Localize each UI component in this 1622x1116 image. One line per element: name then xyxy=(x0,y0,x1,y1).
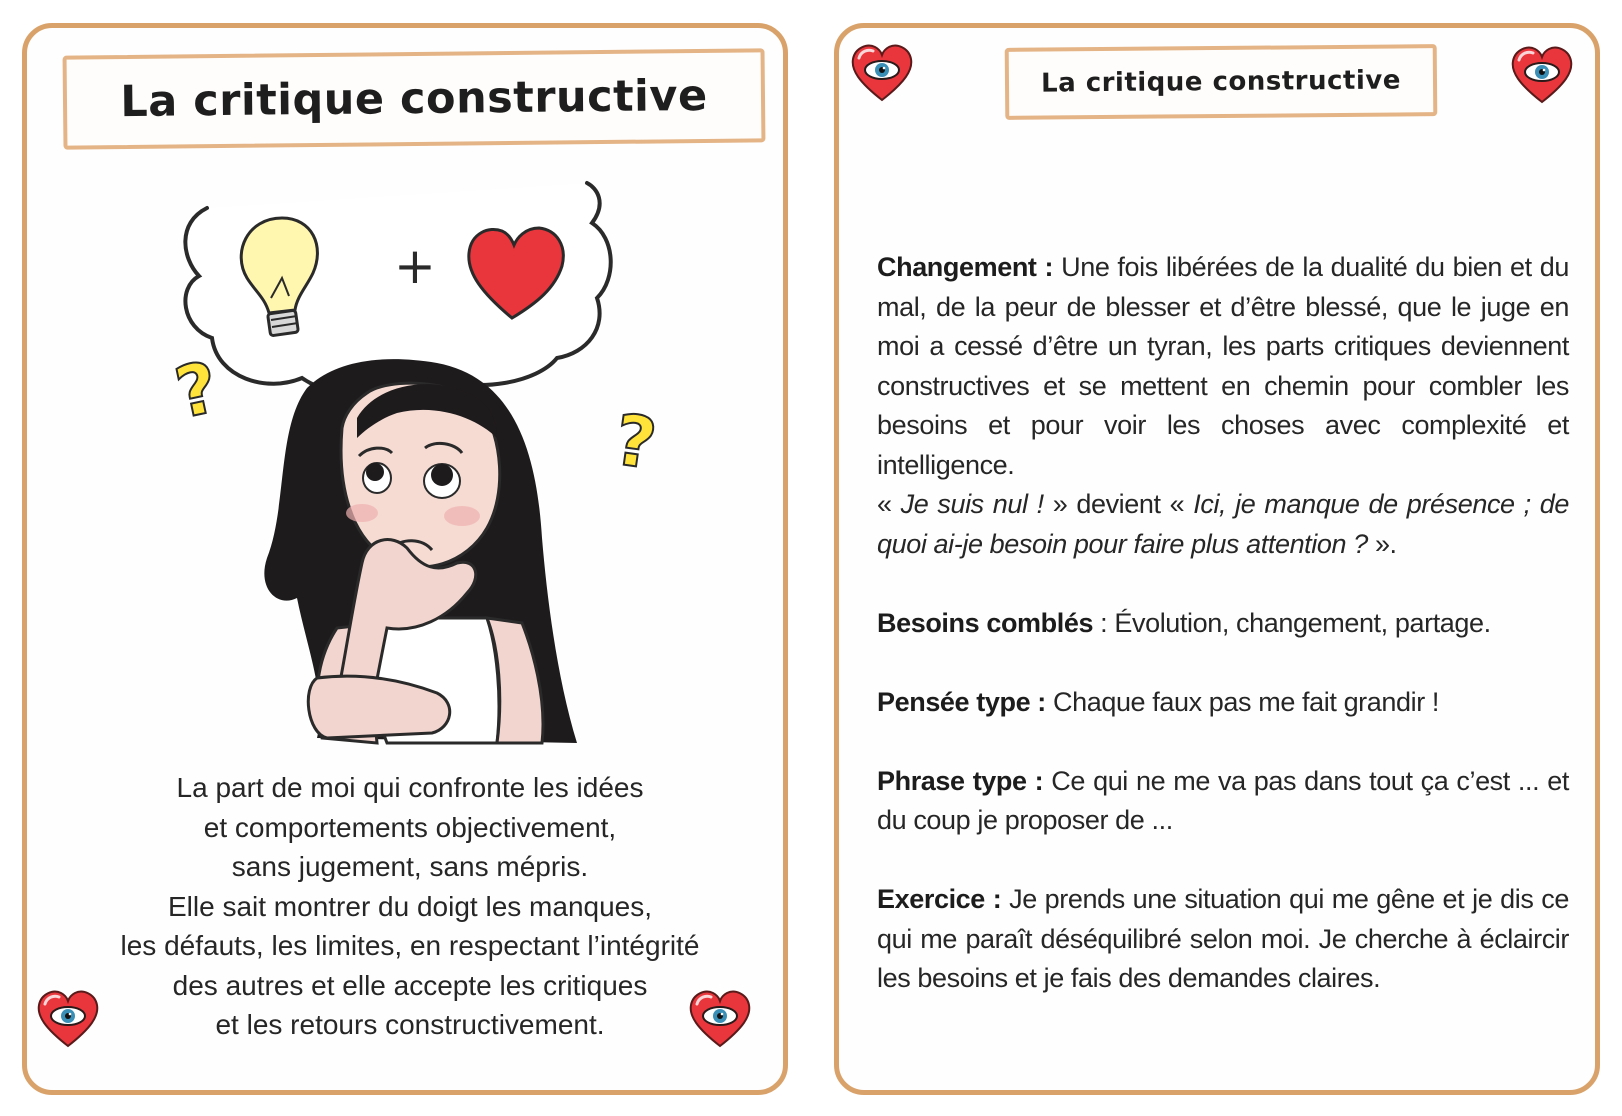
card-title: La critique constructive xyxy=(1040,65,1402,99)
description-line: sans jugement, sans mépris. xyxy=(231,851,589,882)
description-line: les défauts, les limites, en respectant l’intégrité xyxy=(120,930,700,961)
quote-connector: » devient « xyxy=(1043,489,1194,519)
changement-paragraph xyxy=(877,248,1569,564)
pensee-label: Pensée type : xyxy=(877,686,1046,717)
description-line: des autres et elle accepte les critiques xyxy=(172,969,648,1001)
exercice-paragraph xyxy=(877,880,1569,999)
quote-example-1: Je suis nul ! xyxy=(900,489,1044,519)
card-front xyxy=(22,23,788,1095)
exercice-label: Exercice : xyxy=(877,884,1002,914)
besoins-text: : Évolution, changement, partage. xyxy=(1093,607,1491,638)
phrase-text: Ce qui ne me va pas dans tout ça c’est ... et du coup je proposer de ... xyxy=(877,765,1569,835)
description-line: et comportements objectivement, xyxy=(203,811,617,843)
quote-example-2: Ici, je manque de présence ; de quoi ai-je besoin pour faire plus attention ? xyxy=(877,489,1570,559)
plus-sign: + xyxy=(394,237,436,295)
question-mark-icon: ? xyxy=(609,398,662,486)
card-title-banner xyxy=(63,48,766,149)
description-line: Elle sait montrer du doigt les manques, xyxy=(167,890,653,922)
changement-text: Une fois libérées de la dualité du bien et du mal, de la peur de blesser et d’être blessé, que le juge en moi a cessé d’être un tyran, les parts critiques deviennent constructives et se mettent en chemin pour combler les besoins et pour voir les choses avec complexité et intelligence. xyxy=(877,252,1569,480)
quote-mark: « xyxy=(877,489,901,519)
exercice-text: Je prends une situation qui me gêne et je dis ce qui me paraît déséquilibré selon moi. Je cherche à éclaircir les besoins et je fais des demandes claires. xyxy=(877,884,1569,993)
pensee-text: Chaque faux pas me fait grandir ! xyxy=(1045,686,1440,717)
card-description xyxy=(47,768,773,1045)
card-back-content xyxy=(877,248,1569,1038)
description-line: La part de moi qui confronte les idées xyxy=(176,772,644,803)
heart-eye-icon xyxy=(35,988,101,1048)
thinking-girl-illustration xyxy=(137,178,697,768)
heart-eye-icon xyxy=(1509,44,1575,104)
changement-label: Changement : xyxy=(877,252,1054,282)
phrase-label: Phrase type : xyxy=(877,765,1044,796)
description-line: et les retours constructivement. xyxy=(215,1009,605,1040)
heart-eye-icon xyxy=(849,42,915,102)
heart-eye-icon xyxy=(687,988,753,1048)
phrase-paragraph xyxy=(877,762,1569,841)
card-title-banner xyxy=(1005,44,1438,120)
besoins-paragraph xyxy=(877,604,1569,644)
quote-mark: ». xyxy=(1367,528,1397,559)
pensee-paragraph xyxy=(877,683,1569,723)
question-mark-icon: ? xyxy=(168,345,226,435)
besoins-label: Besoins comblés xyxy=(877,607,1094,638)
card-title: La critique constructive xyxy=(120,70,708,128)
card-back xyxy=(834,23,1600,1095)
